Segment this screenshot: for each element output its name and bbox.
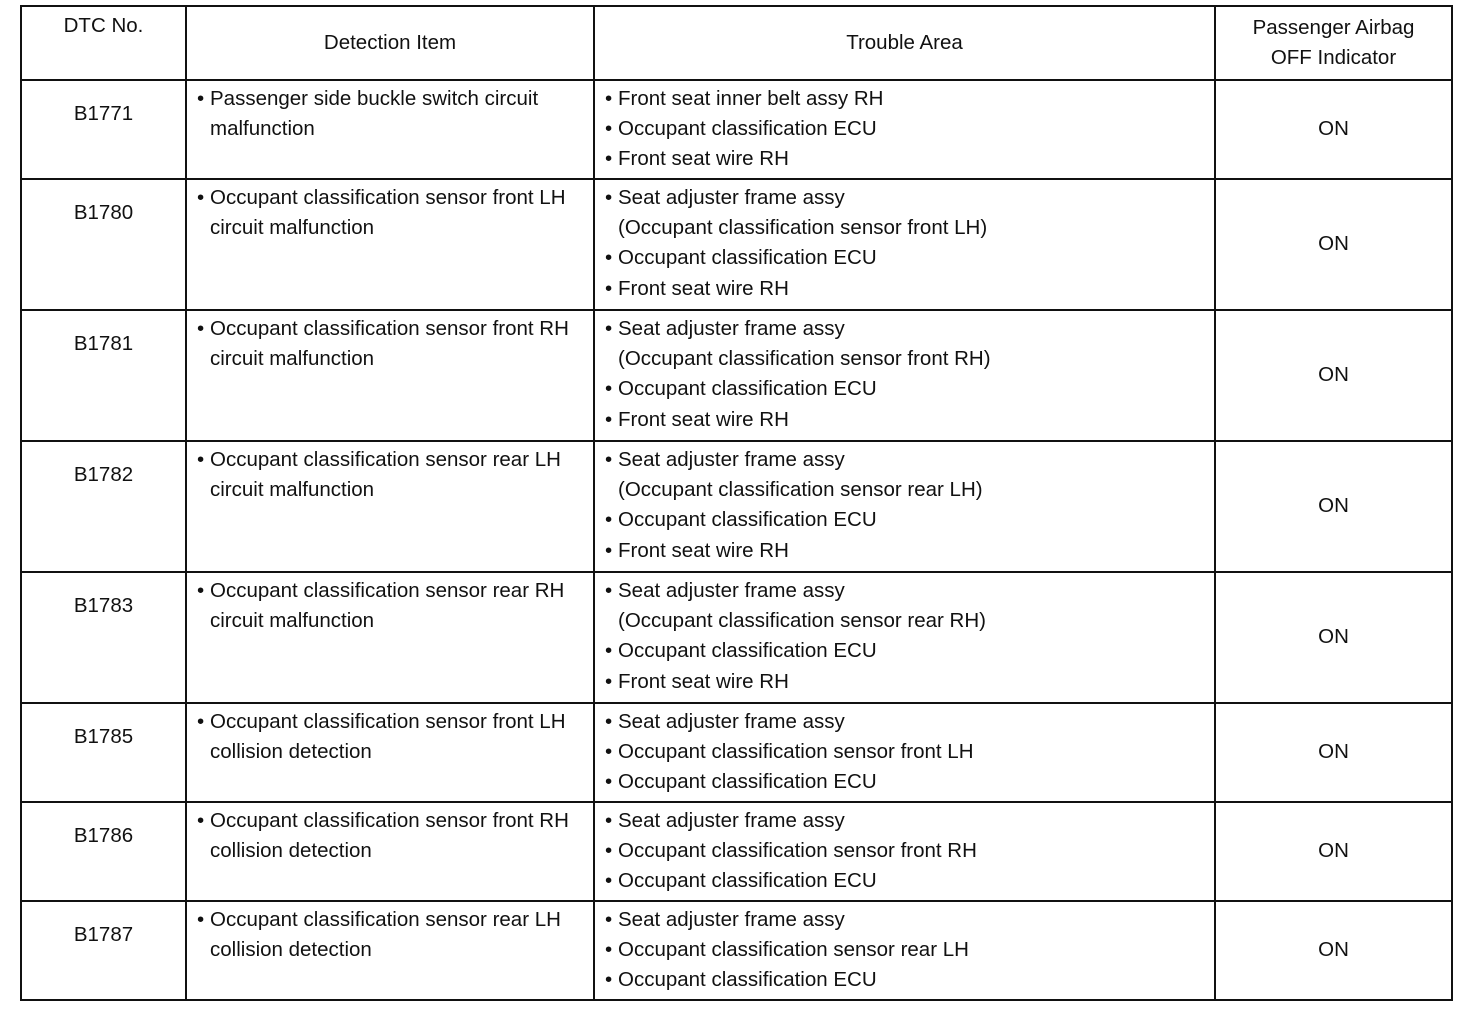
table-row (21, 441, 1452, 572)
trouble-area-item (605, 405, 1214, 435)
dtc-code: B1782 (21, 441, 186, 572)
detection-item-list (187, 445, 593, 505)
dtc-code: B1787 (21, 901, 186, 1000)
header-indicator-line-2: OFF Indicator (1270, 46, 1397, 69)
trouble-area-subline (605, 475, 1214, 505)
trouble-area-text: Seat adjuster frame assy (618, 809, 845, 832)
trouble-area-text: Occupant classification ECU (618, 968, 877, 992)
trouble-area-item (605, 243, 1214, 273)
indicator-status: ON (1215, 179, 1452, 310)
trouble-area-item (605, 505, 1214, 535)
indicator-status: ON (1215, 703, 1452, 802)
trouble-area-subtext: (Occupant classification sensor rear RH) (618, 609, 986, 633)
trouble-area-text: Occupant classification ECU (618, 508, 877, 532)
trouble-area-text: Seat adjuster frame assy (618, 579, 845, 602)
table-header (21, 6, 1452, 80)
detection-item: • Occupant classification sensor front RH collision detection (197, 806, 593, 866)
trouble-area-list (595, 707, 1214, 798)
detection-item-cell (186, 441, 594, 572)
trouble-area-cell (594, 441, 1215, 572)
detection-item: • Occupant classification sensor front LH circuit malfunction (197, 183, 593, 243)
detection-item-cell (186, 901, 594, 1000)
dtc-code: B1785 (21, 703, 186, 802)
trouble-area-item (605, 636, 1214, 666)
trouble-area-item (605, 905, 1214, 935)
header-indicator (1215, 6, 1452, 80)
trouble-area-item (605, 374, 1214, 404)
trouble-area-item (605, 707, 1214, 737)
trouble-area-list (595, 183, 1214, 304)
detection-item: • Occupant classification sensor rear LH circuit malfunction (197, 445, 593, 505)
indicator-status: ON (1215, 901, 1452, 1000)
indicator-status: ON (1215, 80, 1452, 179)
trouble-area-text: Occupant classification ECU (618, 639, 877, 663)
detection-item-cell (186, 310, 594, 441)
trouble-area-text: Occupant classification sensor rear LH (618, 938, 969, 962)
trouble-area-text: Seat adjuster frame assy (618, 908, 845, 931)
dtc-code: B1771 (21, 80, 186, 179)
dtc-code: B1780 (21, 179, 186, 310)
detection-item: • Occupant classification sensor front LH collision detection (197, 707, 593, 767)
trouble-area-text: Front seat wire RH (618, 538, 789, 562)
trouble-area-item (605, 144, 1214, 174)
detection-item-cell (186, 572, 594, 703)
trouble-area-item (605, 935, 1214, 965)
header-trouble-area: Trouble Area (594, 6, 1215, 80)
trouble-area-text: Occupant classification sensor front LH (618, 740, 974, 764)
trouble-area-item (605, 806, 1214, 836)
header-detection-item: Detection Item (186, 6, 594, 80)
detection-item-list (187, 806, 593, 866)
trouble-area-item (605, 183, 1214, 213)
trouble-area-text: Occupant classification ECU (618, 869, 877, 893)
trouble-area-text: Occupant classification ECU (618, 770, 877, 794)
trouble-area-subline (605, 213, 1214, 243)
detection-item-list (187, 183, 593, 243)
detection-item-list (187, 314, 593, 374)
trouble-area-item (605, 576, 1214, 606)
trouble-area-list (595, 445, 1214, 566)
trouble-area-list (595, 84, 1214, 175)
detection-item-list (187, 707, 593, 767)
dtc-table (20, 5, 1453, 1001)
detection-item: • Occupant classification sensor rear RH circuit malfunction (197, 576, 593, 636)
dtc-code: B1781 (21, 310, 186, 441)
trouble-area-item (605, 274, 1214, 304)
trouble-area-list (595, 576, 1214, 697)
trouble-area-text: Seat adjuster frame assy (618, 448, 845, 471)
trouble-area-subtext: (Occupant classification sensor rear LH) (618, 478, 983, 502)
table-row (21, 802, 1452, 901)
trouble-area-text: Front seat inner belt assy RH (618, 87, 884, 110)
table-body (21, 80, 1452, 1000)
table-row (21, 703, 1452, 802)
trouble-area-cell (594, 572, 1215, 703)
detection-item-list (187, 576, 593, 636)
trouble-area-cell (594, 802, 1215, 901)
trouble-area-subline (605, 606, 1214, 636)
trouble-area-subtext: (Occupant classification sensor front RH) (618, 347, 991, 371)
trouble-area-text: Seat adjuster frame assy (618, 317, 845, 340)
detection-item-list (187, 84, 593, 144)
indicator-status: ON (1215, 441, 1452, 572)
detection-item-cell (186, 179, 594, 310)
detection-item-cell (186, 802, 594, 901)
trouble-area-text: Occupant classification ECU (618, 117, 877, 141)
indicator-status: ON (1215, 802, 1452, 901)
header-row (21, 6, 1452, 80)
header-dtc-no: DTC No. (21, 6, 186, 80)
trouble-area-item (605, 667, 1214, 697)
trouble-area-item (605, 737, 1214, 767)
trouble-area-item (605, 536, 1214, 566)
trouble-area-text: Front seat wire RH (618, 407, 789, 431)
trouble-area-list (595, 314, 1214, 435)
trouble-area-text: Front seat wire RH (618, 276, 789, 300)
trouble-area-item (605, 84, 1214, 114)
detection-item-list (187, 905, 593, 965)
trouble-area-cell (594, 310, 1215, 441)
trouble-area-item (605, 445, 1214, 475)
table-row (21, 310, 1452, 441)
trouble-area-text: Front seat wire RH (618, 147, 789, 171)
trouble-area-cell (594, 901, 1215, 1000)
indicator-status: ON (1215, 310, 1452, 441)
detection-item-cell (186, 80, 594, 179)
detection-item: • Occupant classification sensor front RH circuit malfunction (197, 314, 593, 374)
trouble-area-cell (594, 80, 1215, 179)
trouble-area-item (605, 836, 1214, 866)
trouble-area-text: Occupant classification ECU (618, 246, 877, 270)
trouble-area-list (595, 905, 1214, 996)
trouble-area-text: Seat adjuster frame assy (618, 710, 845, 733)
detection-item: • Occupant classification sensor rear LH collision detection (197, 905, 593, 965)
header-indicator-line-1: Passenger Airbag (1252, 16, 1415, 39)
dtc-code: B1786 (21, 802, 186, 901)
trouble-area-text: Seat adjuster frame assy (618, 186, 845, 209)
indicator-status: ON (1215, 572, 1452, 703)
trouble-area-item (605, 114, 1214, 144)
detection-item-cell (186, 703, 594, 802)
table-row (21, 179, 1452, 310)
trouble-area-item (605, 965, 1214, 995)
trouble-area-text: Occupant classification sensor front RH (618, 839, 977, 863)
table-row (21, 572, 1452, 703)
trouble-area-subtext: (Occupant classification sensor front LH) (618, 216, 988, 240)
trouble-area-text: Occupant classification ECU (618, 377, 877, 401)
table-row (21, 901, 1452, 1000)
trouble-area-item (605, 866, 1214, 896)
trouble-area-item (605, 314, 1214, 344)
dtc-code: B1783 (21, 572, 186, 703)
trouble-area-text: Front seat wire RH (618, 669, 789, 693)
trouble-area-list (595, 806, 1214, 897)
trouble-area-subline (605, 344, 1214, 374)
trouble-area-cell (594, 179, 1215, 310)
detection-item: • Passenger side buckle switch circuit malfunction (197, 84, 593, 144)
trouble-area-cell (594, 703, 1215, 802)
trouble-area-item (605, 767, 1214, 797)
table-row (21, 80, 1452, 179)
